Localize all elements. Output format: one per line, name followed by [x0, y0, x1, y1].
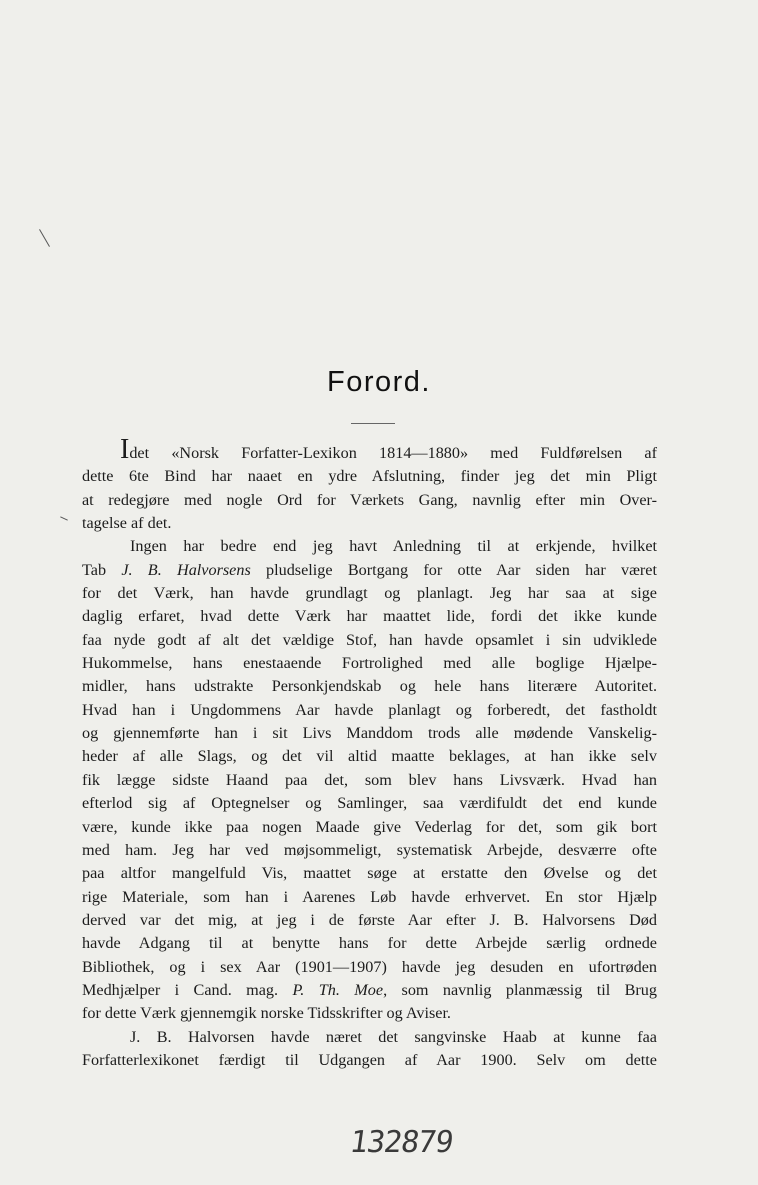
preface-body [82, 434, 657, 1072]
text-run: heder af alle Slags, og det vil altid maatte beklages, at han ikke selv [82, 747, 657, 766]
text-line [82, 535, 657, 558]
text-line [82, 956, 657, 979]
scan-mark [39, 229, 50, 247]
scan-mark [60, 516, 68, 520]
text-run: havde Adgang til at benytte hans for dette Arbejde særlig ordnede [82, 934, 657, 953]
text-line [82, 699, 657, 722]
text-line [82, 605, 657, 628]
text-run: det «Norsk Forfatter-Lexikon 1814—1880» med Fuldførelsen af [129, 444, 657, 462]
text-line [82, 886, 657, 909]
text-line [82, 465, 657, 488]
italic-name: J. B. Halvorsens [121, 560, 251, 579]
text-run: efterlod sig af Optegnelser og Samlinger, saa værdifuldt det end kunde [82, 794, 657, 813]
page-title: Forord. [327, 366, 431, 398]
text-run: Forfatterlexikonet færdigt til Udgangen af Aar 1900. Selv om dette [82, 1050, 657, 1069]
text-run: faa nyde godt af alt det vældige Stof, han havde opsamlet i sin udviklede [82, 630, 657, 649]
text-line [82, 769, 657, 792]
italic-name: P. Th. Moe [292, 980, 384, 999]
text-run: midler, hans udstrakte Personkjendskab og hele hans literære Autoritet. [82, 677, 657, 696]
text-line [82, 1026, 657, 1049]
text-line [82, 722, 657, 745]
text-run: og gjennemførte han i sit Livs Manddom trods alle mødende Vanskelig- [82, 724, 657, 743]
text-line [82, 652, 657, 675]
text-line [82, 1049, 657, 1072]
text-line [82, 489, 657, 512]
text-line [82, 582, 657, 605]
text-run: pludselige Bortgang for otte Aar siden har været [250, 560, 657, 579]
text-run: derved var det mig, at jeg i de første Aar efter J. B. Halvorsens Død [82, 910, 657, 929]
title-divider [351, 423, 395, 424]
text-line [82, 745, 657, 768]
drop-cap: I [120, 434, 130, 465]
text-run: Bibliothek, og i sex Aar (1901—1907) havde jeg desuden en ufortrøden [82, 957, 657, 976]
text-line [82, 909, 657, 932]
text-run: Medhjælper i Cand. mag. [82, 980, 293, 999]
text-line [82, 629, 657, 652]
text-line [82, 839, 657, 862]
text-line [82, 675, 657, 698]
text-run: rige Materiale, som han i Aarenes Løb havde erhvervet. En stor Hjælp [82, 887, 657, 906]
text-run: , som navnlig planmæssig til Brug [383, 980, 657, 999]
text-line [82, 512, 657, 535]
text-line [82, 816, 657, 839]
text-line [82, 792, 657, 815]
text-run: dette 6te Bind har naaet en ydre Afslutning, finder jeg det min Pligt [82, 467, 657, 486]
text-run: Hukommelse, hans enestaaende Fortrolighed med alle boglige Hjælpe- [82, 654, 657, 673]
text-run: for det Værk, han havde grundlagt og planlagt. Jeg har saa at sige [82, 584, 657, 603]
text-run: daglig erfaret, hvad dette Værk har maattet lide, fordi det ikke kunde [82, 607, 657, 626]
text-run: for dette Værk gjennemgik norske Tidsskrifter og Aviser. [82, 1004, 451, 1023]
text-run: fik lægge sidste Haand paa det, som blev hans Livsværk. Hvad han [82, 770, 657, 789]
text-run: J. B. Halvorsen havde næret det sangvinske Haab at kunne faa [130, 1027, 657, 1046]
text-run: paa altfor mangelfuld Vis, maattet søge at erstatte den Øvelse og det [82, 864, 657, 883]
text-line [82, 559, 657, 582]
text-line [82, 862, 657, 885]
text-run: Hvad han i Ungdommens Aar havde planlagt og forberedt, det fastholdt [82, 700, 657, 719]
text-run: med ham. Jeg har ved møjsommeligt, systematisk Arbejde, desværre ofte [82, 840, 657, 859]
text-run: Ingen har bedre end jeg havt Anledning til at erkjende, hvilket [130, 537, 657, 556]
library-accession-number: 132879 [347, 1125, 455, 1160]
text-run: at redegjøre med nogle Ord for Værkets Gang, navnlig efter min Over- [82, 490, 657, 509]
text-line [82, 979, 657, 1002]
text-run: tagelse af det. [82, 514, 172, 533]
text-line [82, 434, 657, 465]
text-line [82, 932, 657, 955]
text-line [82, 1002, 657, 1025]
text-run: Tab [82, 560, 122, 579]
text-run: være, kunde ikke paa nogen Maade give Vederlag for det, som gik bort [82, 817, 657, 836]
